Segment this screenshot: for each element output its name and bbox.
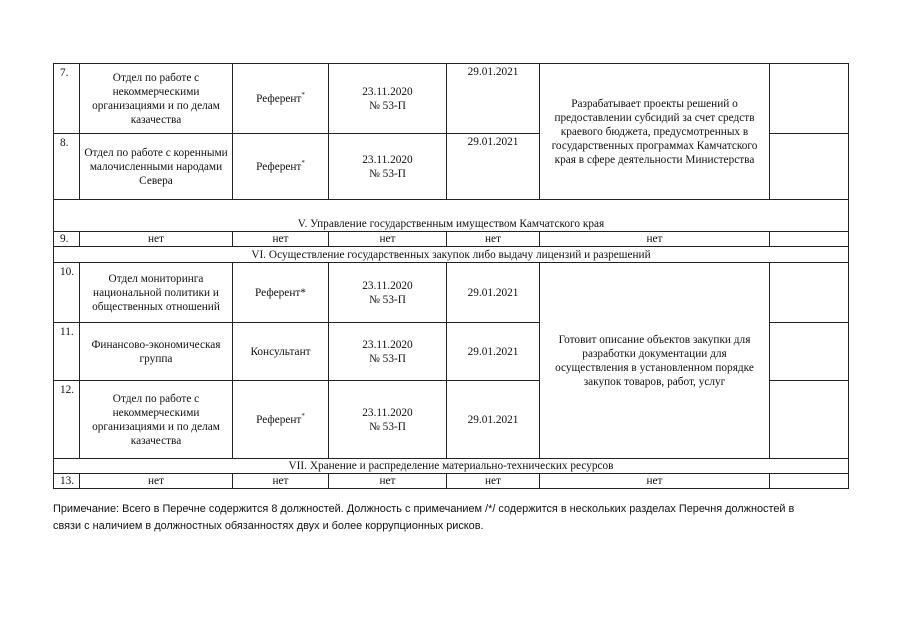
order-cell	[329, 263, 447, 323]
order-date: 23.11.2020	[362, 338, 413, 351]
positions-table	[53, 63, 849, 489]
row-number: 13.	[54, 474, 80, 489]
order-cell	[329, 64, 447, 134]
position-title: Референт	[256, 92, 302, 105]
duty-description-text: Готовит описание объектов закупки для разработки документации для осуществления в установленном порядке закупок товаров, работ, услуг	[555, 333, 754, 388]
empty-value: нет	[447, 474, 540, 489]
position-mark: *	[301, 90, 305, 99]
duty-description-text: Разрабатывает проекты решений о предоставлении субсидий за счет средств краевого бюджета, предусмотренных в государственных программах Камчатского края в сфере деятельности Министерства	[551, 97, 758, 166]
empty-value: нет	[447, 232, 540, 247]
section-heading: VI. Осуществление государственных закупок либо выдачу лицензий и разрешений	[54, 247, 849, 263]
position-cell	[233, 64, 329, 134]
empty-value: нет	[540, 474, 770, 489]
empty-cell	[770, 323, 849, 381]
row-number: 12.	[54, 381, 80, 459]
row-number: 10.	[54, 263, 80, 323]
department-name: Финансово-экономическая группа	[80, 323, 233, 381]
row-number: 8.	[54, 134, 80, 200]
order-date: 23.11.2020	[362, 153, 413, 166]
department-name: Отдел по работе с некоммерческими организациями и по делам казачества	[80, 64, 233, 134]
section-row	[54, 247, 849, 263]
row-number: 7.	[54, 64, 80, 134]
empty-cell	[770, 263, 849, 323]
empty-cell	[770, 381, 849, 459]
order-cell	[329, 134, 447, 200]
order-cell	[329, 381, 447, 459]
empty-value: нет	[80, 232, 233, 247]
empty-value: нет	[540, 232, 770, 247]
duty-description	[540, 263, 770, 459]
empty-cell	[770, 474, 849, 489]
position-title: Референт	[256, 413, 302, 426]
date-cell: 29.01.2021	[447, 381, 540, 459]
table-row	[54, 232, 849, 247]
table-row	[54, 64, 849, 134]
department-name: Отдел по работе с некоммерческими организациями и по делам казачества	[80, 381, 233, 459]
empty-value: нет	[233, 232, 329, 247]
section-row	[54, 459, 849, 474]
empty-value: нет	[329, 232, 447, 247]
position-mark: *	[301, 411, 305, 420]
order-date: 23.11.2020	[362, 406, 413, 419]
footnote: Примечание: Всего в Перечне содержится 8 должностей. Должность с примечанием /*/ содержится в нескольких разделах Перечня должностей в связи с наличием в должностных обязанностях двух и более коррупционных рисков.	[53, 503, 795, 532]
section-heading: V. Управление государственным имуществом Камчатского края	[54, 200, 849, 232]
position-mark: *	[301, 158, 305, 167]
date-cell: 29.01.2021	[447, 134, 540, 200]
position-title: Референт	[256, 160, 302, 173]
position-cell	[233, 381, 329, 459]
order-number: № 53-П	[369, 99, 406, 112]
order-number: № 53-П	[369, 167, 406, 180]
order-number: № 53-П	[369, 420, 406, 433]
empty-value: нет	[329, 474, 447, 489]
section-row	[54, 200, 849, 232]
empty-value: нет	[80, 474, 233, 489]
order-cell	[329, 323, 447, 381]
row-number: 11.	[54, 323, 80, 381]
date-cell: 29.01.2021	[447, 263, 540, 323]
position-title: Референт*	[233, 263, 329, 323]
table-row	[54, 263, 849, 323]
duty-description	[540, 64, 770, 200]
date-cell: 29.01.2021	[447, 323, 540, 381]
empty-cell	[770, 232, 849, 247]
date-cell: 29.01.2021	[447, 64, 540, 134]
empty-value: нет	[233, 474, 329, 489]
empty-cell	[770, 134, 849, 200]
row-number: 9.	[54, 232, 80, 247]
position-title: Консультант	[233, 323, 329, 381]
order-date: 23.11.2020	[362, 85, 413, 98]
position-cell	[233, 134, 329, 200]
department-name: Отдел по работе с коренными малочисленными народами Севера	[80, 134, 233, 200]
department-name: Отдел мониторинга национальной политики и общественных отношений	[80, 263, 233, 323]
table-row	[54, 474, 849, 489]
empty-cell	[770, 64, 849, 134]
order-date: 23.11.2020	[362, 279, 413, 292]
order-number: № 53-П	[369, 293, 406, 306]
section-heading: VII. Хранение и распределение материально-технических ресурсов	[54, 459, 849, 474]
order-number: № 53-П	[369, 352, 406, 365]
